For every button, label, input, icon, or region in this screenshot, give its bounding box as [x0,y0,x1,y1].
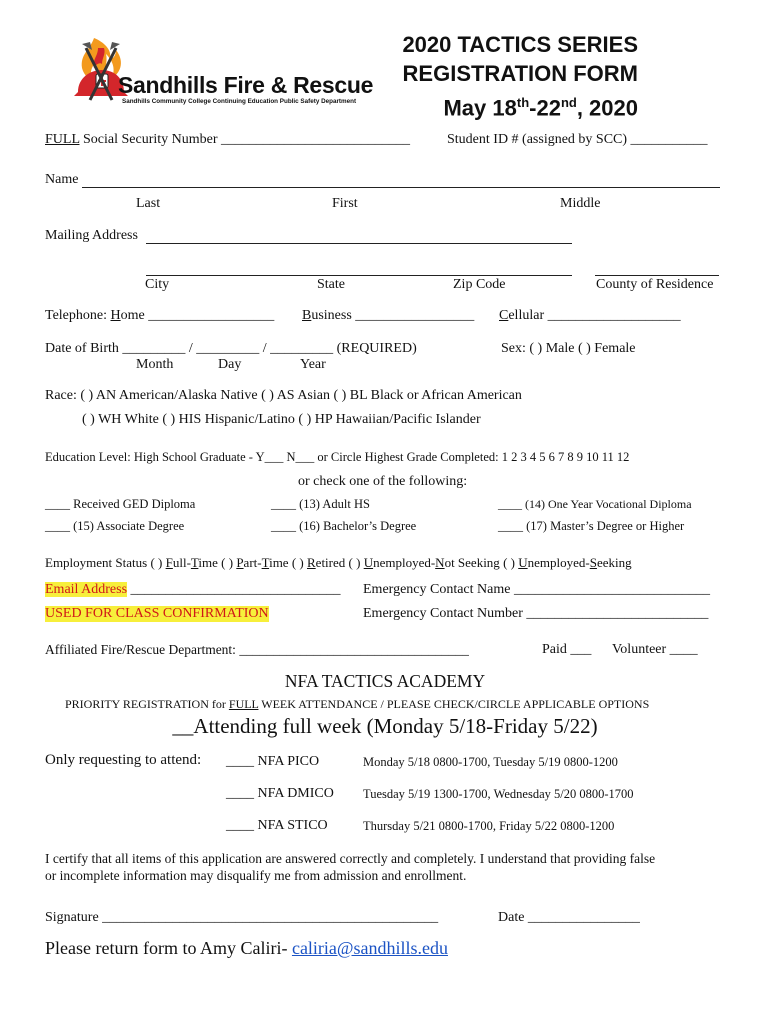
course-schedule-stico: Thursday 5/21 0800-1700, Friday 5/22 0800-1200 [363,819,615,833]
emp-n: N [435,555,445,570]
name-last-label: Last [136,196,161,211]
edu-option-associate[interactable]: ____ (15) Associate Degree [45,519,185,533]
priority-registration [65,697,649,712]
business-rest: usiness [311,308,352,323]
telephone-row [45,308,274,324]
dob-year-label: Year [300,357,326,372]
emp-prefix: Employment Status ( ) [45,555,166,570]
ssn-full: FULL [45,132,80,147]
county-line[interactable] [595,275,719,276]
emp-unemp1-rest: nemployed- [373,555,436,570]
emp-s: S [589,555,597,570]
paid-option[interactable]: Paid ___ [542,642,592,657]
emp-full-rest: ull- [172,555,191,570]
employment-status[interactable] [45,555,632,571]
race-options-line2[interactable]: ( ) WH White ( ) HIS Hispanic/Latino ( ) HP Hawaiian/Pacific Islander [82,412,481,427]
business-phone-field[interactable]: _________________ [351,308,475,323]
signature-field[interactable]: Signature ________________________________________________ [45,910,439,925]
emp-time1-rest: ime [198,555,218,570]
full-week-option[interactable]: __Attending full week (Monday 5/18-Friday 5/22) [172,714,598,738]
return-instructions [45,938,448,959]
volunteer-option[interactable]: Volunteer ____ [612,642,698,657]
county-label: County of Residence [596,277,714,292]
name-first-label: First [332,196,358,211]
education-level[interactable]: Education Level: High School Graduate - Y___ N___ or Circle Highest Grade Completed: 1 2 3 4 5 6 7 8 9 10 11 12 [45,450,630,464]
course-schedule-dmico: Tuesday 5/19 1300-1700, Wednesday 5/20 0800-1700 [363,787,634,801]
emp-mid4: ( ) [499,555,519,570]
home-phone-field[interactable]: __________________ [144,308,275,323]
course-option-pico[interactable]: ____ NFA PICO [226,754,320,769]
academy-title: NFA TACTICS ACADEMY [284,671,486,691]
name-label: Name [45,172,79,187]
edu-option-ged[interactable]: ____ Received GED Diploma [45,497,196,511]
course-option-dmico[interactable]: ____ NFA DMICO [226,786,334,801]
form-header [400,30,638,122]
dob-month-label: Month [136,357,174,372]
emp-notseek-rest: ot Seeking [444,555,500,570]
course-schedule-pico: Monday 5/18 0800-1700, Tuesday 5/19 0800-1200 [363,755,618,769]
logo-subtitle: Sandhills Community College Continuing Education Public Safety Department [122,98,357,105]
edu-option-bachelor[interactable]: ____ (16) Bachelor’s Degree [271,519,417,533]
email-address-field[interactable]: ______________________________ [127,582,341,597]
emp-unemp2-rest: nemployed- [527,555,590,570]
city-label: City [145,277,170,292]
date-field[interactable]: Date ________________ [498,910,640,925]
certify-line1: I certify that all items of this application are answered correctly and completely. I understand that providing false [45,851,656,866]
certify-line2: or incomplete information may disqualify me from admission and enrollment. [45,868,467,883]
emp-mid1: ( ) [217,555,237,570]
name-line[interactable] [82,187,720,188]
edu-option-vocational[interactable]: ____ (14) One Year Vocational Diploma [498,497,692,511]
cellular-phone-field[interactable]: ___________________ [544,308,681,323]
cellular-c: C [499,308,509,323]
emp-seek-rest: eeking [596,555,632,570]
emp-time2-rest: ime [269,555,289,570]
emp-t2: T [261,555,270,570]
home-h: H [110,308,121,323]
date-mid: -22 [529,95,561,121]
date-suffix: , 2020 [576,95,638,121]
form-header-date [400,88,638,122]
logo [72,34,372,114]
city-state-zip-line[interactable] [146,275,572,276]
sex-options[interactable]: Sex: ( ) Male ( ) Female [501,341,636,356]
emp-p: P [236,555,244,570]
emp-f: F [165,555,173,570]
course-option-stico[interactable]: ____ NFA STICO [226,818,328,833]
cellular-phone [499,308,681,324]
emp-part-rest: art- [243,555,262,570]
emp-u1: U [363,555,374,570]
edu-option-adult-hs[interactable]: ____ (13) Adult HS [271,497,370,511]
emp-mid2: ( ) [288,555,307,570]
ssn-label: Social Security Number ___________________________ [79,132,411,147]
form-header-line2: REGISTRATION FORM [402,61,638,86]
mailing-address-label: Mailing Address [45,228,138,243]
race-options-line1[interactable]: Race: ( ) AN American/Alaska Native ( ) AS Asian ( ) BL Black or African American [45,388,522,403]
date-prefix: May 18 [443,95,517,121]
telephone-label: Telephone: [45,308,111,323]
emp-r: R [307,555,316,570]
emp-mid3: ( ) [345,555,364,570]
emp-ret-rest: etired [315,555,346,570]
education-or-check: or check one of the following: [298,474,468,489]
emergency-contact-name[interactable]: Emergency Contact Name ____________________________ [363,582,710,597]
form-header-line1: 2020 TACTICS SERIES [402,32,638,57]
emergency-contact-number[interactable]: Emergency Contact Number __________________________ [363,606,709,621]
priority-full: FULL [228,697,259,711]
dob-field[interactable]: Date of Birth _________ / _________ / _________ (REQUIRED) [45,341,417,356]
business-b: B [302,308,312,323]
cellular-rest: ellular [508,308,545,323]
dob-day-label: Day [218,357,242,372]
class-confirmation-note: USED FOR CLASS CONFIRMATION [45,606,269,621]
return-email-link[interactable]: caliria@sandhills.edu [291,938,448,958]
date-sup2: nd [560,95,577,110]
priority-post: WEEK ATTENDANCE / PLEASE CHECK/CIRCLE APPLICABLE OPTIONS [258,697,650,711]
business-phone [302,308,474,324]
mailing-address-line[interactable] [146,243,572,244]
priority-pre: PRIORITY REGISTRATION for [65,697,229,711]
emp-t1: T [190,555,199,570]
state-label: State [317,277,345,292]
zip-label: Zip Code [453,277,506,292]
name-middle-label: Middle [560,196,601,211]
return-text: Please return form to Amy Caliri- [45,938,292,958]
student-id-field[interactable]: Student ID # (assigned by SCC) ___________ [447,132,708,147]
date-sup1: th [516,95,530,110]
email-address-row [45,582,341,598]
emp-u2: U [518,555,528,570]
affiliated-department[interactable]: Affiliated Fire/Rescue Department: __________________________________ [45,642,469,657]
ssn-field[interactable] [45,132,410,148]
home-rest: ome [120,308,145,323]
only-requesting-label: Only requesting to attend: [45,752,202,768]
logo-title: Sandhills Fire & Rescue [118,72,374,98]
email-address-label: Email Address [45,582,128,597]
edu-option-master[interactable]: ____ (17) Master’s Degree or Higher [498,519,685,533]
